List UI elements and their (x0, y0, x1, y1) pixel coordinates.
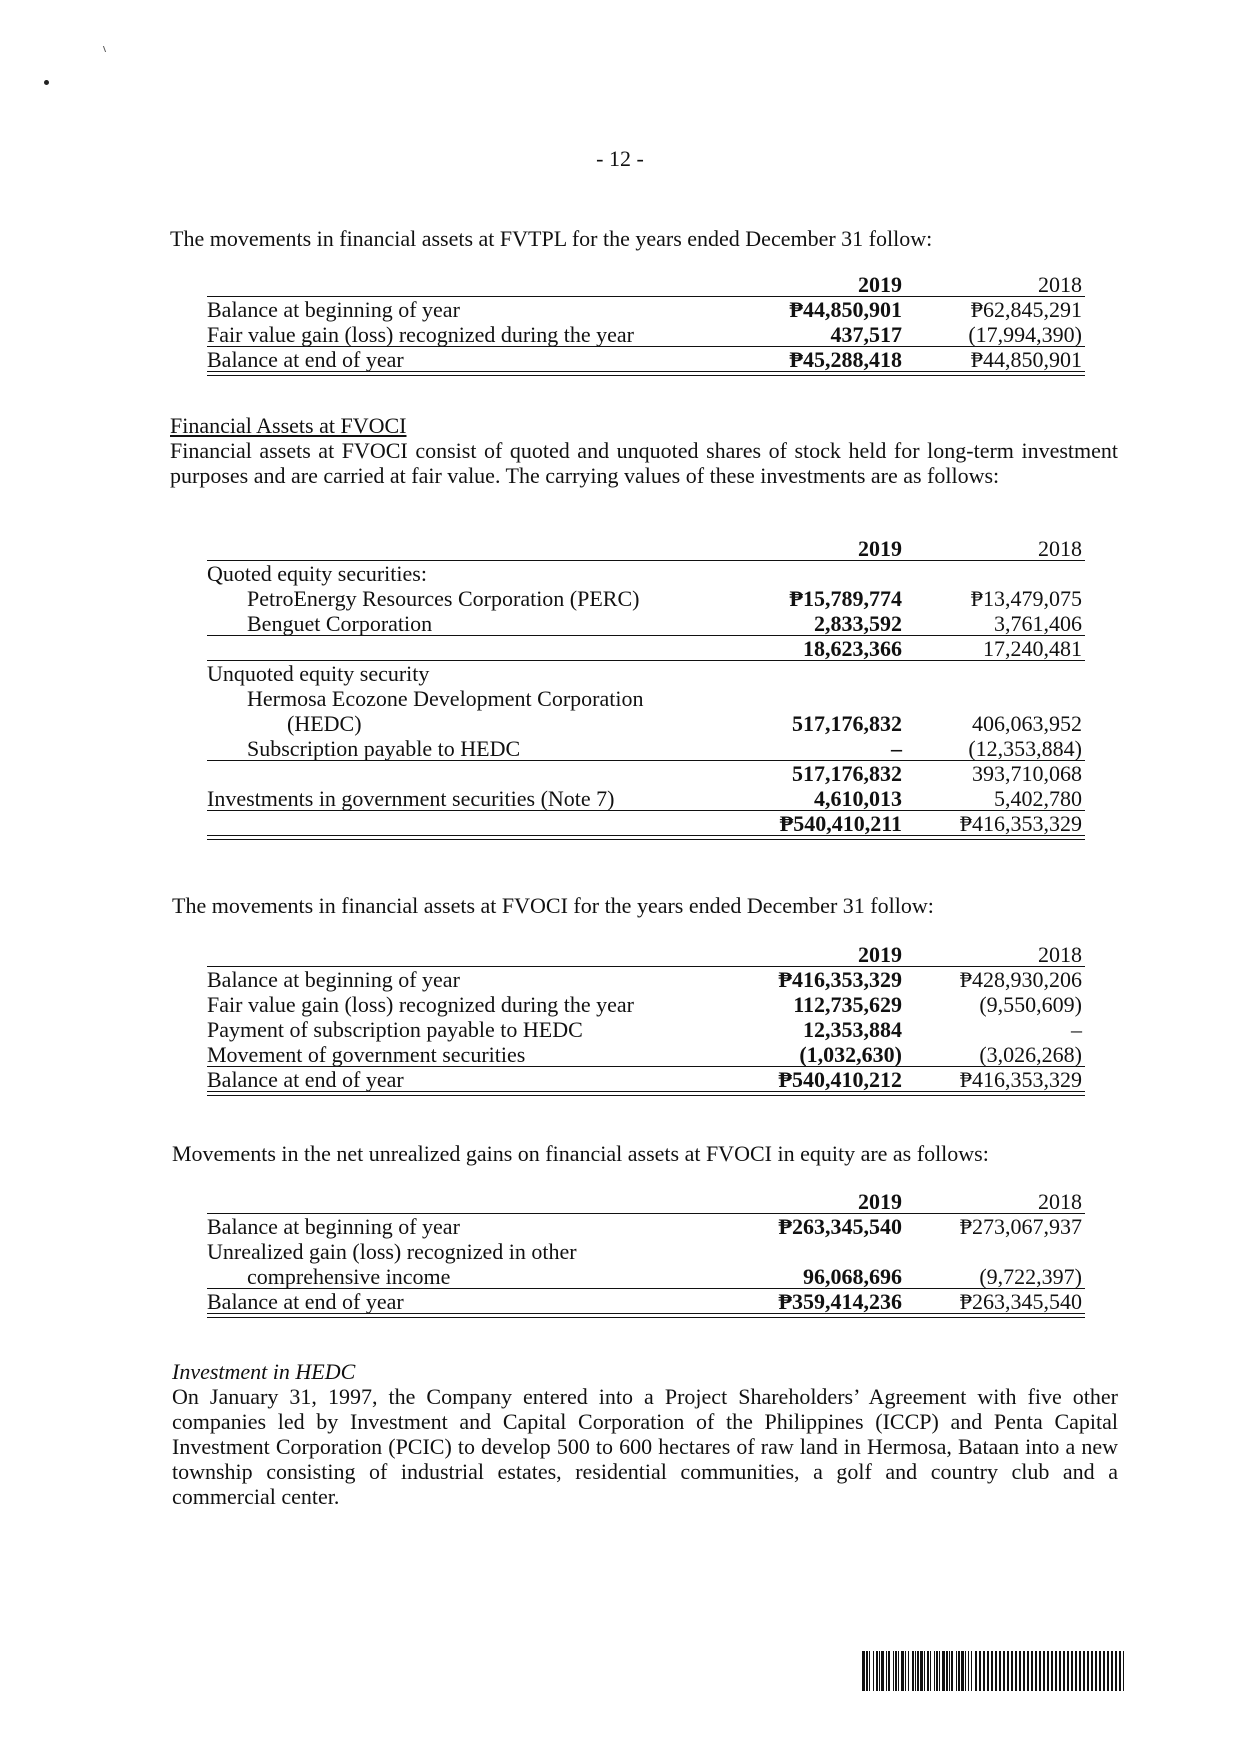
table-row: comprehensive income 96,068,696 (9,722,397) (247, 1264, 1082, 1289)
table-row: Subscription payable to HEDC – (12,353,884) (247, 736, 1082, 761)
table-header: 2019 2018 (858, 1189, 1082, 1214)
table-row: Quoted equity securities: (207, 561, 427, 586)
table-row: (HEDC) 517,176,832 406,063,952 (287, 711, 1082, 736)
table-row: Unquoted equity security (207, 661, 430, 686)
col-2018: 2018 (1038, 272, 1082, 297)
fvoci-table (207, 536, 1085, 836)
col-2019: 2019 (858, 272, 902, 297)
table-row: ₱540,410,211 ₱416,353,329 (779, 811, 1082, 836)
table-header: 2019 2018 (858, 942, 1082, 967)
scan-dot (44, 80, 49, 85)
table-row: Balance at beginning of year ₱44,850,901 ₱62,845,291 (207, 297, 1082, 322)
fvoci-heading: Financial Assets at FVOCI (170, 413, 407, 438)
table-row: Hermosa Ecozone Development Corporation (247, 686, 644, 711)
table-row: Movement of government securities (1,032,630) (3,026,268) (207, 1042, 1082, 1067)
hedc-heading: Investment in HEDC (172, 1359, 356, 1384)
table-row: Payment of subscription payable to HEDC 12,353,884 – (207, 1017, 1082, 1042)
table-row: Unrealized gain (loss) recognized in other (207, 1239, 577, 1264)
fvtpl-intro: The movements in financial assets at FVTPL for the years ended December 31 follow: (170, 226, 933, 251)
unrealized-intro: Movements in the net unrealized gains on financial assets at FVOCI in equity are as follows: (172, 1141, 989, 1166)
fvoci-movements-table (207, 942, 1085, 1092)
table-row: Balance at beginning of year ₱416,353,329 ₱428,930,206 (207, 967, 1082, 992)
table-row: Investments in government securities (Note 7) 4,610,013 5,402,780 (207, 786, 1082, 811)
hedc-paragraph: On January 31, 1997, the Company entered into a Project Shareholders’ Agreement with five other companies led by Investment and Capital Corporation of the Philippines (ICCP) and Penta Capital Investment Corporation (PCIC) to develop 500 to 600 hectares of raw land in Hermosa, Bataan into a new township consisting of industrial estates, residential communities, a golf and country club and a commercial center. (172, 1384, 1118, 1509)
barcode-icon (862, 1651, 1124, 1691)
unrealized-table (207, 1189, 1085, 1314)
table-row: 18,623,366 17,240,481 (803, 636, 1082, 661)
scan-mark (103, 46, 110, 52)
table-row: Benguet Corporation 2,833,592 3,761,406 (247, 611, 1082, 636)
table-row: Fair value gain (loss) recognized during the year 112,735,629 (9,550,609) (207, 992, 1082, 1017)
table-row: Fair value gain (loss) recognized during the year 437,517 (17,994,390) (207, 322, 1082, 347)
table-row: Balance at beginning of year ₱263,345,540 ₱273,067,937 (207, 1214, 1082, 1239)
table-header (207, 272, 1085, 297)
fvoci-movements-intro: The movements in financial assets at FVOCI for the years ended December 31 follow: (172, 893, 934, 918)
fvtpl-table (207, 272, 1085, 372)
table-row: PetroEnergy Resources Corporation (PERC) ₱15,789,774 ₱13,479,075 (247, 586, 1082, 611)
table-row: Balance at end of year ₱359,414,236 ₱263,345,540 (207, 1289, 1082, 1314)
table-row: Balance at end of year ₱540,410,212 ₱416,353,329 (207, 1067, 1082, 1092)
table-row: Balance at end of year ₱45,288,418 ₱44,850,901 (207, 347, 1082, 372)
page-number: - 12 - (596, 146, 644, 171)
fvoci-paragraph: Financial assets at FVOCI consist of quoted and unquoted shares of stock held for long-term investment purposes and are carried at fair value. The carrying values of these investments are as follows: (170, 438, 1118, 488)
table-row: 517,176,832 393,710,068 (792, 761, 1082, 786)
table-header: 2019 2018 (858, 536, 1082, 561)
